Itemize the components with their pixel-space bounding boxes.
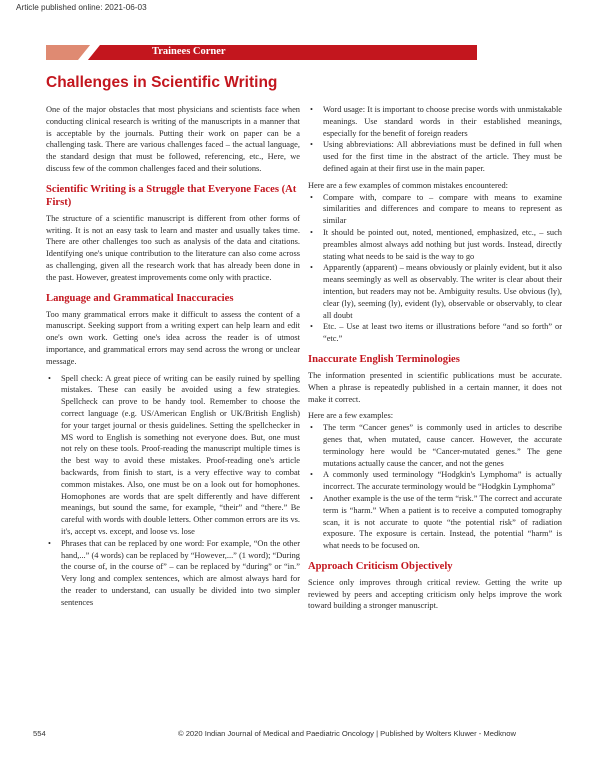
copyright-line: © 2020 Indian Journal of Medical and Paediatric Oncology | Published by Wolters Kluwer - Medknow [178, 729, 516, 738]
list-item: • It should be pointed out, noted, mentioned, emphasized, etc., – such preambles almost always add nothing but just words. Instead, directly stating what needs to be said is the way to go [308, 227, 562, 262]
list-item: • Spell check: A great piece of writing can be easily ruined by spelling mistakes. These can easily be avoided using a few strategies. Spellcheck can prove to be handy tool. Remember to choose the correct language (e.g. US/American English or UK/British English) for your target journal or thesis guidelines. Setting the spellchecker in MS word to English is something not everyone does. But, one must not rely on these tools. Proof-reading the manuscript multiple times is the best way to avoid these mistakes. Proof-reading one's article backwards, from finish to start, is a very effective way to combat common mistakes. Also, one must be on a look out for homophones. Homophones are words that are spelt differently and have different meanings, but sound the same, for example, “their” and “there.” Be careful with words with double letters. Other common errors are its vs. it's, accept vs. except, and loose vs. lose [46, 373, 300, 538]
bullet-list [46, 373, 300, 609]
list-item: • Compare with, compare to – compare with means to examine similarities and differences and compare to means to represent as similar [308, 192, 562, 227]
section-banner [46, 45, 477, 60]
section-paragraph: Too many grammatical errors make it difficult to assess the content of a manuscript. Seeking support from a writing expert can help learn and edit one's own work. Getting one's idea across the reader is of utmost importance, and grammatical errors may send across the wrong or unclear message. [46, 309, 300, 366]
section-heading: Language and Grammatical Inaccuracies [46, 292, 234, 304]
list-item: • Another example is the use of the term “risk.” The correct and accurate term is “harm.” When a patient is to receive a computed tomography scan, it is not accurate to quote “the potential risk” of radiation exposure. The exposure is certain. Instead, the potential “harm” is what needs to be focused on. [308, 493, 562, 552]
bullet-list [308, 422, 562, 552]
section-paragraph: Science only improves through critical review. Getting the write up reviewed by peers and accepting criticism only helps improve the work toward building a stronger manuscript. [308, 577, 562, 611]
banner-label: Trainees Corner [152, 46, 226, 57]
list-intro: Here are a few examples of common mistakes encountered: [308, 180, 508, 190]
list-item: • Apparently (apparent) – means obviously or plainly evident, but it also means seemingly as well as observably. The writer is clear about their intention, but readers may not be. Ambiguity results. Use obvious (ly), clear (ly), seeming (ly), evident (ly), observable or observably, to clear all doubt [308, 262, 562, 321]
intro-paragraph: One of the major obstacles that most physicians and scientists face when conducting clinical research is writing of the manuscripts in a manner that is acceptable by the journals. Putting their work on paper can be a challenging task. There are various challenges faced – the actual language, the standard design that must be followed, referencing, etc., Here, we discuss few of the common challenges faced and their solutions. [46, 105, 300, 173]
section-paragraph: The information presented in scientific publications must be accurate. When a phrase is repeatedly published in a certain manner, it does not make it correct. [308, 370, 562, 404]
section-paragraph: The structure of a scientific manuscript is different from other forms of writing. It is not an easy task to learn and master and usually takes time. There are other challenges too such as analysis of the data and citations. Identifying one's unique contribution to the literature can also come across as challenging, given all the research work that has already been done in the past. However, greatest improvements come only with practice. [46, 213, 300, 282]
list-item: • Using abbreviations: All abbreviations must be defined in full when used for the first time in the abstract of the article. They must be defined again at their first use in the main paper. [308, 139, 562, 174]
bullet-list [308, 104, 562, 175]
list-item: • Word usage: It is important to choose precise words with unmistakable meanings. Use standard words in their established meanings, especially for the benefit of foreign readers [308, 104, 562, 139]
section-heading: Inaccurate English Terminologies [308, 353, 460, 365]
list-item: • Etc. – Use at least two items or illustrations before “and so forth” or “etc.” [308, 321, 562, 345]
page-number: 554 [33, 729, 46, 738]
right-column [308, 104, 562, 617]
section-heading: Approach Criticism Objectively [308, 560, 453, 572]
left-column [46, 104, 300, 613]
list-intro: Here are a few examples: [308, 411, 394, 421]
bullet-list [308, 192, 562, 345]
list-item: • Phrases that can be replaced by one word: For example, “On the other hand,...” (4 words) can be replaced by “However,...” (1 word); “During the course of, in the course of” – can be replaced by “during” or “in.” Very long and complex sentences, which are almost always hard for the reader to understand, can usually be divided into two simpler sentences [46, 538, 300, 609]
list-item: • The term “Cancer genes” is commonly used in articles to describe genes that, when mutated, cause cancer. However, the accurate terminology here would be “Cancer-mutated genes.” The gene mutations actually cause the cancer, and not the genes [308, 422, 562, 469]
published-date: Article published online: 2021-06-03 [16, 3, 147, 12]
article-title: Challenges in Scientific Writing [46, 74, 278, 91]
list-item: • A commonly used terminology “Hodgkin's Lymphoma” is actually incorrect. The accurate terminology would be “Hodgkin Lymphoma” [308, 469, 562, 493]
section-heading: Scientific Writing is a Struggle that Everyone Faces (At First) [46, 183, 297, 208]
